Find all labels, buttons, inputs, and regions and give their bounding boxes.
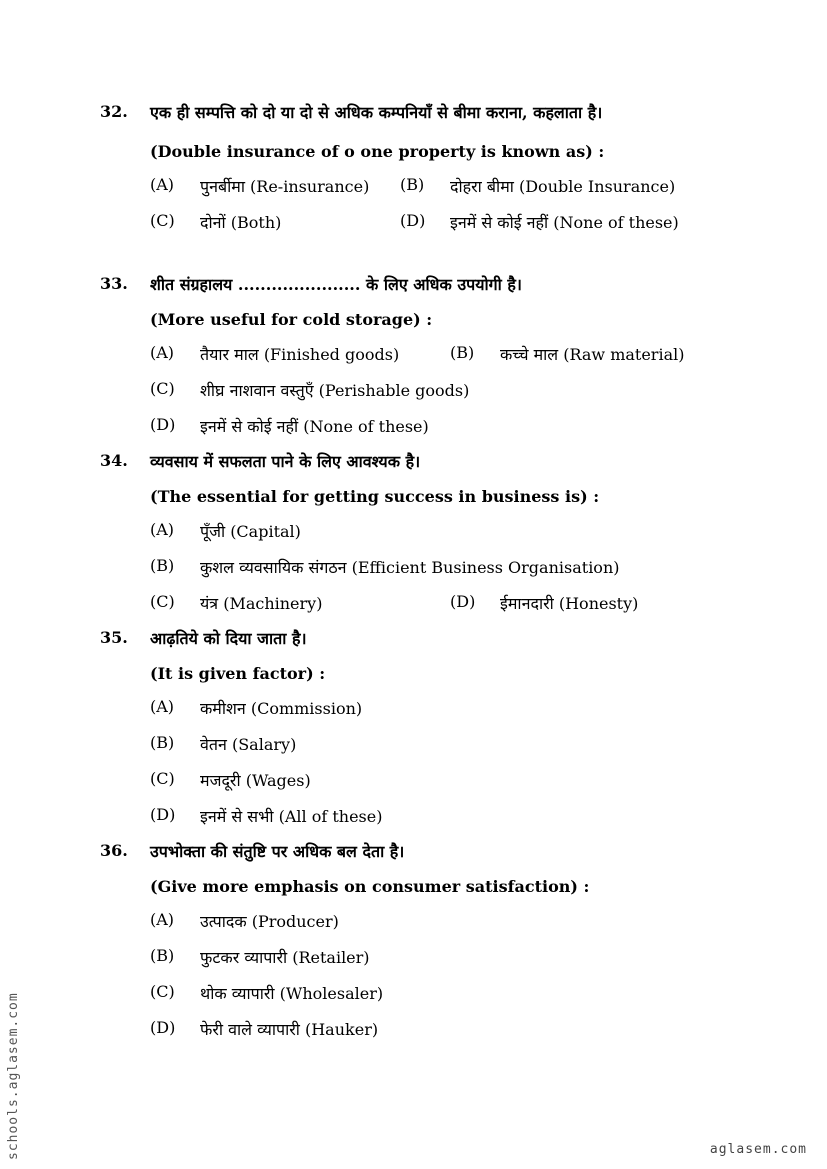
option-a: (A) पुनर्बीमा (Re-insurance) <box>150 175 370 196</box>
option-text: इनमें से कोई नहीं (None of these) <box>450 213 679 232</box>
options <box>150 175 740 247</box>
option-c: (C) शीघ्र नाशवान वस्तुएँ (Perishable goods) <box>150 379 470 400</box>
option-text: ईमानदारी (Honesty) <box>500 594 639 613</box>
option-d: (D) इनमें से सभी (All of these) <box>150 805 383 826</box>
question-32 <box>100 96 740 247</box>
option-text: मजदूरी (Wages) <box>200 771 311 790</box>
question-text-hindi: उपभोक्ता की संतुष्टि पर अधिक बल देता है। <box>150 842 405 861</box>
option-b: (B) फुटकर व्यापारी (Retailer) <box>150 946 370 967</box>
option-a: (A) उत्पादक (Producer) <box>150 910 339 931</box>
question-35 <box>100 628 740 841</box>
option-d: (D) इनमें से कोई नहीं (None of these) <box>150 415 429 436</box>
options <box>150 520 740 628</box>
option-c: (C) मजदूरी (Wages) <box>150 769 311 790</box>
option-text: यंत्र (Machinery) <box>200 594 323 613</box>
options <box>150 343 740 451</box>
option-text: दोनों (Both) <box>200 213 282 232</box>
question-text-english: (Give more emphasis on consumer satisfaction) : <box>150 877 590 896</box>
option-text: तैयार माल (Finished goods) <box>200 345 400 364</box>
option-b: (B) वेतन (Salary) <box>150 733 297 754</box>
option-text: शीघ्र नाशवान वस्तुएँ (Perishable goods) <box>200 381 470 400</box>
options <box>150 697 740 841</box>
option-a: (A) कमीशन (Commission) <box>150 697 363 718</box>
option-text: थोक व्यापारी (Wholesaler) <box>200 984 384 1003</box>
option-text: पूँजी (Capital) <box>200 522 301 541</box>
option-b: (B) कुशल व्यवसायिक संगठन (Efficient Business Organisation) <box>150 556 620 577</box>
options <box>150 910 740 1054</box>
question-text-english: (More useful for cold storage) : <box>150 310 433 329</box>
option-text: कुशल व्यवसायिक संगठन (Efficient Business Organisation) <box>200 558 620 577</box>
option-text: वेतन (Salary) <box>200 735 297 754</box>
side-watermark: schools.aglasem.com <box>6 992 21 1160</box>
option-text: कच्चे माल (Raw material) <box>500 345 685 364</box>
option-c: (C) यंत्र (Machinery) <box>150 592 323 613</box>
question-text-english: (It is given factor) : <box>150 664 326 683</box>
option-text: उत्पादक (Producer) <box>200 912 339 931</box>
option-c: (C) दोनों (Both) <box>150 211 282 232</box>
question-text-hindi: व्यवसाय में सफलता पाने के लिए आवश्यक है। <box>150 452 421 471</box>
question-text-english: (Double insurance of o one property is known as) : <box>150 142 605 161</box>
option-text: इनमें से कोई नहीं (None of these) <box>200 417 429 436</box>
option-d: (D) ईमानदारी (Honesty) <box>450 592 639 613</box>
option-a: (A) पूँजी (Capital) <box>150 520 301 541</box>
option-text: फुटकर व्यापारी (Retailer) <box>200 948 370 967</box>
question-text-hindi: शीत संग्रहालय ...................... के लिए अधिक उपयोगी है। <box>150 275 522 294</box>
question-number: 32. <box>100 102 128 121</box>
footer-watermark: aglasem.com <box>709 1142 807 1157</box>
question-text-hindi: एक ही सम्पत्ति को दो या दो से अधिक कम्पनियाँ से बीमा कराना, कहलाता है। <box>150 103 603 122</box>
option-text: फेरी वाले व्यापारी (Hauker) <box>200 1020 379 1039</box>
option-text: कमीशन (Commission) <box>200 699 363 718</box>
question-number: 33. <box>100 274 128 293</box>
option-d: (D) फेरी वाले व्यापारी (Hauker) <box>150 1018 379 1039</box>
option-b: (B) दोहरा बीमा (Double Insurance) <box>400 175 676 196</box>
option-text: इनमें से सभी (All of these) <box>200 807 383 826</box>
option-c: (C) थोक व्यापारी (Wholesaler) <box>150 982 384 1003</box>
question-number: 35. <box>100 628 128 647</box>
option-a: (A) तैयार माल (Finished goods) <box>150 343 400 364</box>
question-number: 34. <box>100 451 128 470</box>
question-text-hindi: आढ़तिये को दिया जाता है। <box>150 629 307 648</box>
question-36 <box>100 841 740 1054</box>
option-text: पुनर्बीमा (Re-insurance) <box>200 177 370 196</box>
option-b: (B) कच्चे माल (Raw material) <box>450 343 685 364</box>
question-34 <box>100 451 740 628</box>
option-d: (D) इनमें से कोई नहीं (None of these) <box>400 211 679 232</box>
question-number: 36. <box>100 841 128 860</box>
option-text: दोहरा बीमा (Double Insurance) <box>450 177 676 196</box>
question-text-english: (The essential for getting success in business is) : <box>150 487 600 506</box>
question-33 <box>100 274 740 451</box>
